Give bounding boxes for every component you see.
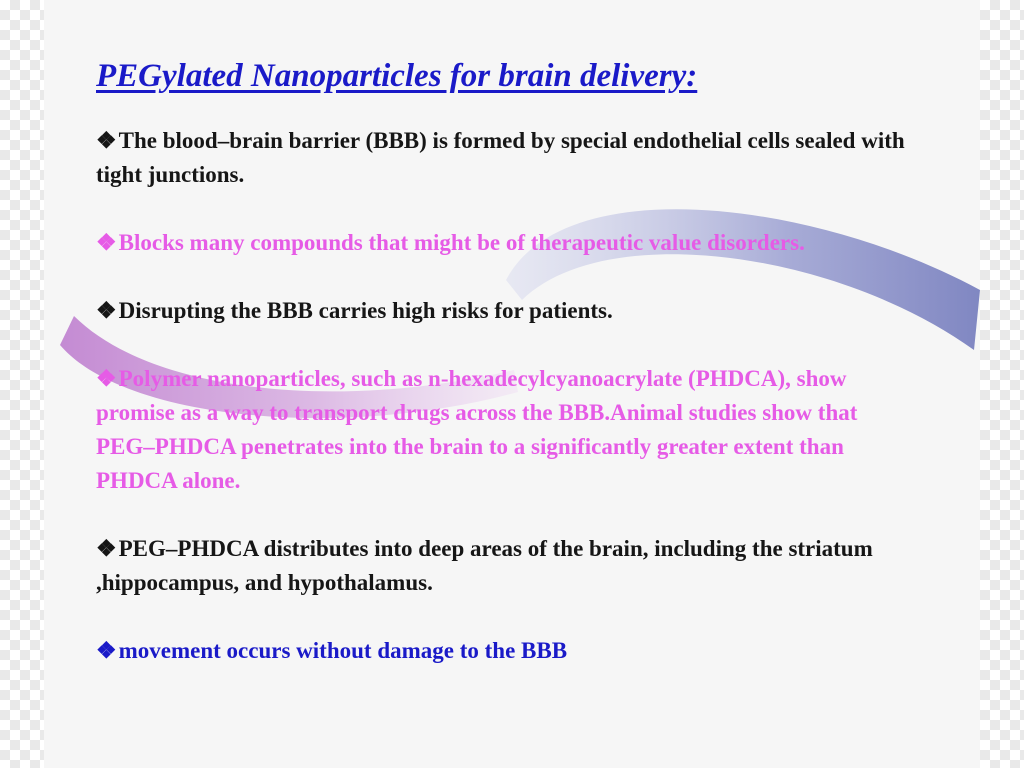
- bullet-text: movement occurs without damage to the BBB: [118, 637, 568, 663]
- diamond-bullet-icon: ❖: [96, 637, 117, 663]
- slide-title: PEGylated Nanoparticles for brain delivery:: [96, 58, 698, 94]
- diamond-bullet-icon: ❖: [96, 229, 117, 255]
- bullet-text: Polymer nanoparticles, such as n-hexadecylcyanoacrylate (PHDCA), show promise as a way to transport drugs across the BBB.Animal studies show that PEG–PHDCA penetrates into the brain to a significantly greater extent than PHDCA alone.: [96, 365, 858, 493]
- diamond-bullet-icon: ❖: [96, 127, 117, 153]
- slide: [44, 0, 980, 768]
- bullet-peg-phdca-distribution: [96, 532, 916, 600]
- slide-content: [96, 58, 916, 702]
- bullet-text: Blocks many compounds that might be of therapeutic value disorders.: [118, 229, 805, 255]
- bullet-blocks-compounds: [96, 226, 916, 260]
- bullet-text: PEG–PHDCA distributes into deep areas of the brain, including the striatum ,hippocampus, and hypothalamus.: [96, 535, 873, 595]
- bullet-polymer-nanoparticles: [96, 362, 916, 498]
- bullet-disrupting-risks: [96, 294, 916, 328]
- diamond-bullet-icon: ❖: [96, 297, 117, 323]
- bullet-text: Disrupting the BBB carries high risks for patients.: [118, 297, 613, 323]
- diamond-bullet-icon: ❖: [96, 535, 117, 561]
- bullet-bbb-definition: [96, 124, 916, 192]
- diamond-bullet-icon: ❖: [96, 365, 117, 391]
- bullet-movement-no-damage: [96, 634, 916, 668]
- bullet-text: The blood–brain barrier (BBB) is formed by special endothelial cells sealed with tight junctions.: [96, 127, 905, 187]
